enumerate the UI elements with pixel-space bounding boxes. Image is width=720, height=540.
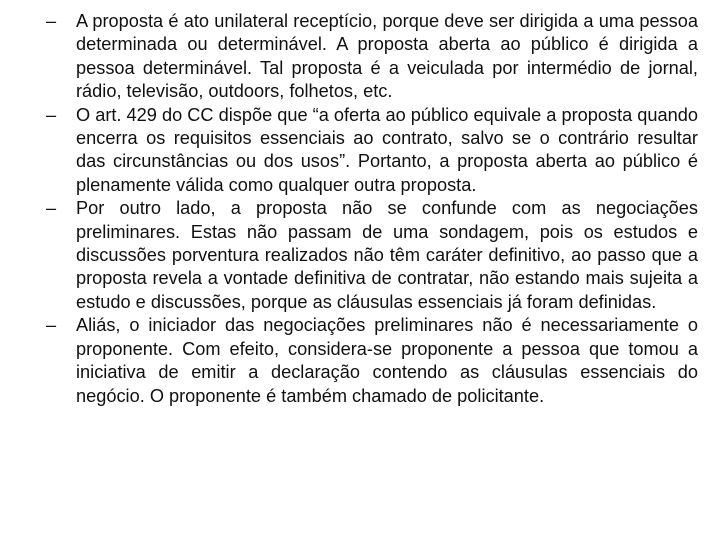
dash-bullet-icon: – [46,104,57,125]
bullet-text: Por outro lado, a proposta não se confunde com as negociações preliminares. Estas não passam de uma sondagem, pois os estudos e discussões porventura realizados não têm caráter definitivo, ao passo que a proposta revela a vontade definitiva de contratar, não estando mais sujeita a estudo e discussões, porque as cláusulas essenciais já foram definidas. [76,198,698,312]
dash-bullet-icon: – [46,198,57,219]
dash-bullet-icon: – [46,315,57,336]
bullet-list [46,10,698,408]
bullet-item [46,10,698,104]
dash-bullet-icon: – [46,11,57,31]
bullet-item [46,314,698,408]
bullet-text: O art. 429 do CC dispõe que “a oferta ao público equivale a proposta quando encerra os requisitos essenciais ao contrato, salvo se o contrário resultar das circunstâncias ou dos usos”. Portanto, a proposta aberta ao público é plenamente válida como qualquer outra proposta. [76,104,698,195]
bullet-text: A proposta é ato unilateral receptício, porque deve ser dirigida a uma pessoa determinada ou determinável. A proposta aberta ao público é dirigida a pessoa determinável. Tal proposta é a veiculada por intermédio de jornal, rádio, televisão, outdoors, folhetos, etc. [76,11,698,102]
bullet-item [46,197,698,314]
bullet-text: Aliás, o iniciador das negociações preliminares não é necessariamente o proponente. Com efeito, considera-se proponente a pessoa que tomou a iniciativa de emitir a declaração contendo as cláusulas essenciais do negócio. O proponente é também chamado de policitante. [76,315,698,406]
bullet-item [46,104,698,198]
